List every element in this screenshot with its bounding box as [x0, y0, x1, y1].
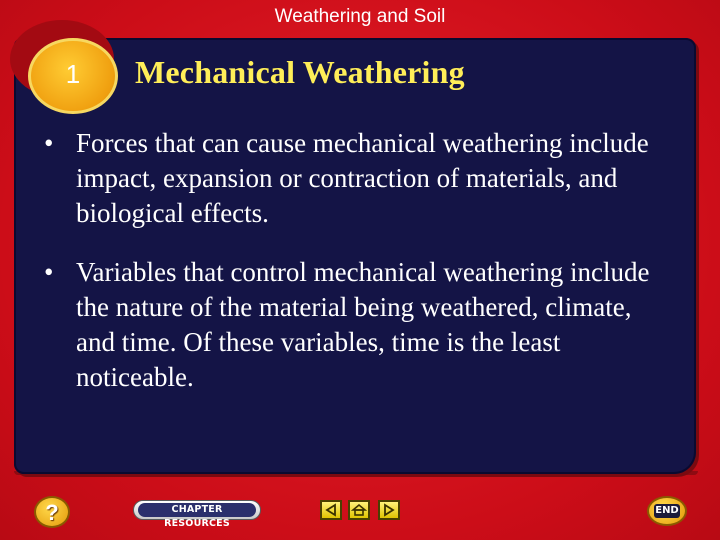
- bullet-text: Forces that can cause mechanical weathering include impact, expansion or contraction of materials, and biological effects.: [76, 128, 649, 228]
- next-button[interactable]: [378, 500, 400, 520]
- end-button[interactable]: [647, 496, 687, 526]
- chapter-resources-button[interactable]: [133, 500, 261, 529]
- bullet-marker: •: [44, 257, 54, 287]
- help-icon: ?: [45, 500, 59, 525]
- home-button[interactable]: [348, 500, 370, 520]
- arrow-left-icon: [322, 502, 340, 518]
- section-badge-backdrop: [10, 20, 114, 98]
- bullet-marker: •: [44, 128, 54, 158]
- section-badge: [28, 38, 118, 114]
- end-label: END: [655, 505, 679, 516]
- arrow-right-icon: [380, 502, 398, 518]
- bullet-text: Variables that control mechanical weathering include the nature of the material being weathered, climate, and time. Of these variables, time is the least noticeable.: [76, 257, 650, 392]
- window-title: Weathering and Soil: [274, 6, 446, 27]
- help-button[interactable]: [34, 496, 70, 528]
- home-icon: [350, 502, 368, 518]
- bullet-item: [44, 126, 674, 231]
- slide-heading: Mechanical Weathering: [135, 54, 465, 90]
- bullet-item: [44, 255, 674, 395]
- section-number: 1: [65, 59, 81, 89]
- chapter-resources-label: CHAPTER RESOURCES: [138, 503, 256, 517]
- previous-button[interactable]: [320, 500, 342, 520]
- bullet-list: [44, 126, 674, 419]
